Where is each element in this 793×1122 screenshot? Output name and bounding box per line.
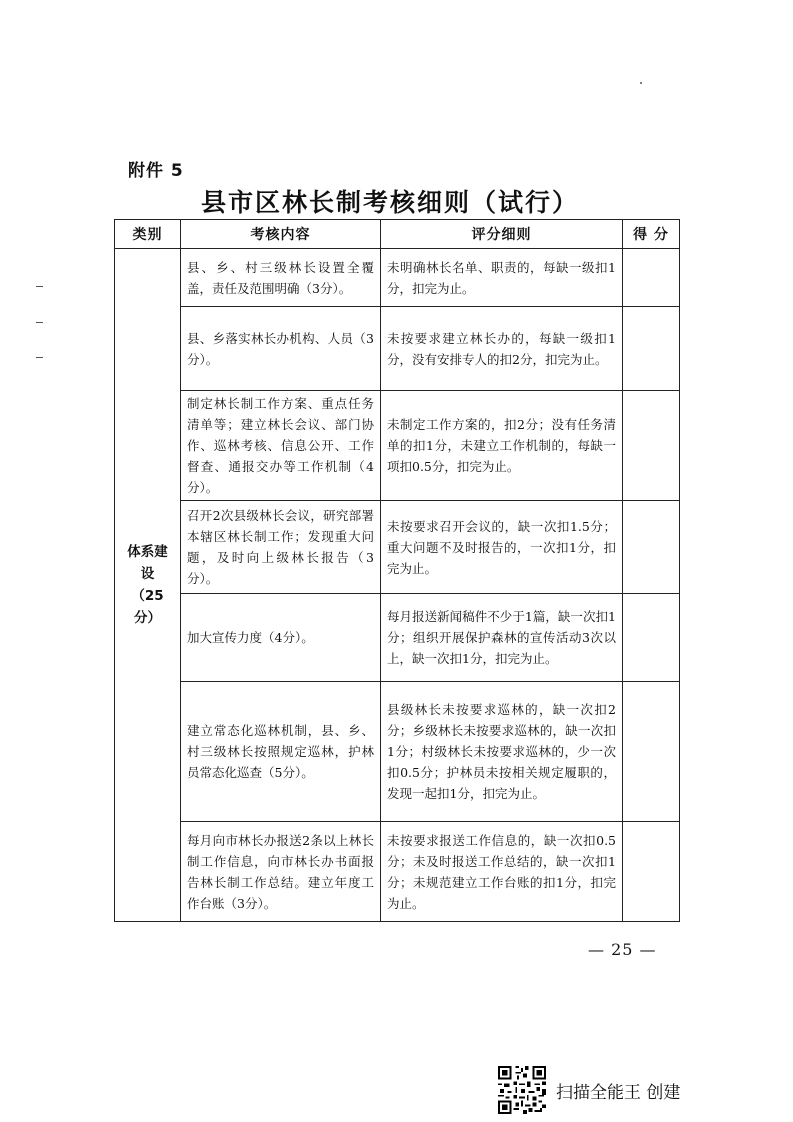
- scanner-label: 扫描全能王 创建: [556, 1082, 681, 1103]
- content-cell: 每月向市林长办报送2条以上林长制工作信息，向市林长办书面报告林长制工作总结。建立年度工作台账（3分）。: [181, 822, 381, 922]
- column-header-score: 得 分: [623, 220, 680, 249]
- content-cell: 县、乡、村三级林长设置全覆盖，责任及范围明确（3分）。: [181, 249, 381, 307]
- content-cell: 制定林长制工作方案、重点任务清单等；建立林长会议、部门协作、巡林考核、信息公开、工作督查、通报交办等工作机制（4分）。: [181, 391, 381, 501]
- content-cell: 加大宣传力度（4分）。: [181, 594, 381, 682]
- column-header-category: 类别: [115, 220, 181, 249]
- score-cell: [623, 501, 680, 594]
- score-cell: [623, 682, 680, 822]
- content-cell: 召开2次县级林长会议，研究部署本辖区林长制工作；发现重大问题，及时向上级林长报告（3分）。: [181, 501, 381, 594]
- column-header-rule: 评分细则: [381, 220, 623, 249]
- rule-cell: 每月报送新闻稿件不少于1篇，缺一次扣1分；组织开展保护森林的宣传活动3次以上，缺一次扣1分，扣完为止。: [381, 594, 623, 682]
- rule-cell: 未制定工作方案的，扣2分；没有任务清单的扣1分，未建立工作机制的，每缺一项扣0.5分，扣完为止。: [381, 391, 623, 501]
- table-row: [115, 501, 680, 594]
- page-number: — 25 —: [588, 940, 657, 959]
- scan-margin-mark: [36, 322, 43, 323]
- score-cell: [623, 249, 680, 307]
- rule-cell: 县级林长未按要求巡林的，缺一次扣2分；乡级林长未按要求巡林的，缺一次扣1分；村级林长未按要求巡林的，少一次扣0.5分；护林员未按相关规定履职的，发现一起扣1分，扣完为止。: [381, 682, 623, 822]
- table-row: [115, 682, 680, 822]
- scan-dust-mark: [640, 82, 642, 84]
- rule-cell: 未明确林长名单、职责的，每缺一级扣1分，扣完为止。: [381, 249, 623, 307]
- table-header-row: [115, 220, 680, 249]
- column-header-content: 考核内容: [181, 220, 381, 249]
- content-cell: 建立常态化巡林机制，县、乡、村三级林长按照规定巡林，护林员常态化巡查（5分）。: [181, 682, 381, 822]
- category-name: 体系建设: [127, 544, 168, 582]
- table-row: [115, 594, 680, 682]
- rule-cell: 未按要求报送工作信息的，缺一次扣0.5分；未及时报送工作总结的，缺一次扣1分；未规范建立工作台账的扣1分，扣完为止。: [381, 822, 623, 922]
- rule-cell: 未按要求召开会议的，缺一次扣1.5分；重大问题不及时报告的，一次扣1分，扣完为止。: [381, 501, 623, 594]
- table-row: [115, 822, 680, 922]
- score-cell: [623, 307, 680, 391]
- assessment-table: [114, 219, 680, 922]
- scan-margin-mark: [36, 286, 43, 287]
- table-row: [115, 307, 680, 391]
- document-title: 县市区林长制考核细则（试行）: [200, 188, 579, 217]
- score-cell: [623, 822, 680, 922]
- score-cell: [623, 391, 680, 501]
- table-row: [115, 249, 680, 307]
- content-cell: 县、乡落实林长办机构、人员（3分）。: [181, 307, 381, 391]
- category-points: （25 分）: [131, 588, 164, 626]
- table-row: [115, 391, 680, 501]
- attachment-label: 附件 5: [128, 161, 184, 181]
- rule-cell: 未按要求建立林长办的，每缺一级扣1分，没有安排专人的扣2分，扣完为止。: [381, 307, 623, 391]
- scan-margin-mark: [36, 357, 43, 358]
- score-cell: [623, 594, 680, 682]
- scanner-watermark: [498, 1062, 680, 1118]
- qr-code-icon: [498, 1066, 546, 1114]
- category-cell: [115, 249, 181, 922]
